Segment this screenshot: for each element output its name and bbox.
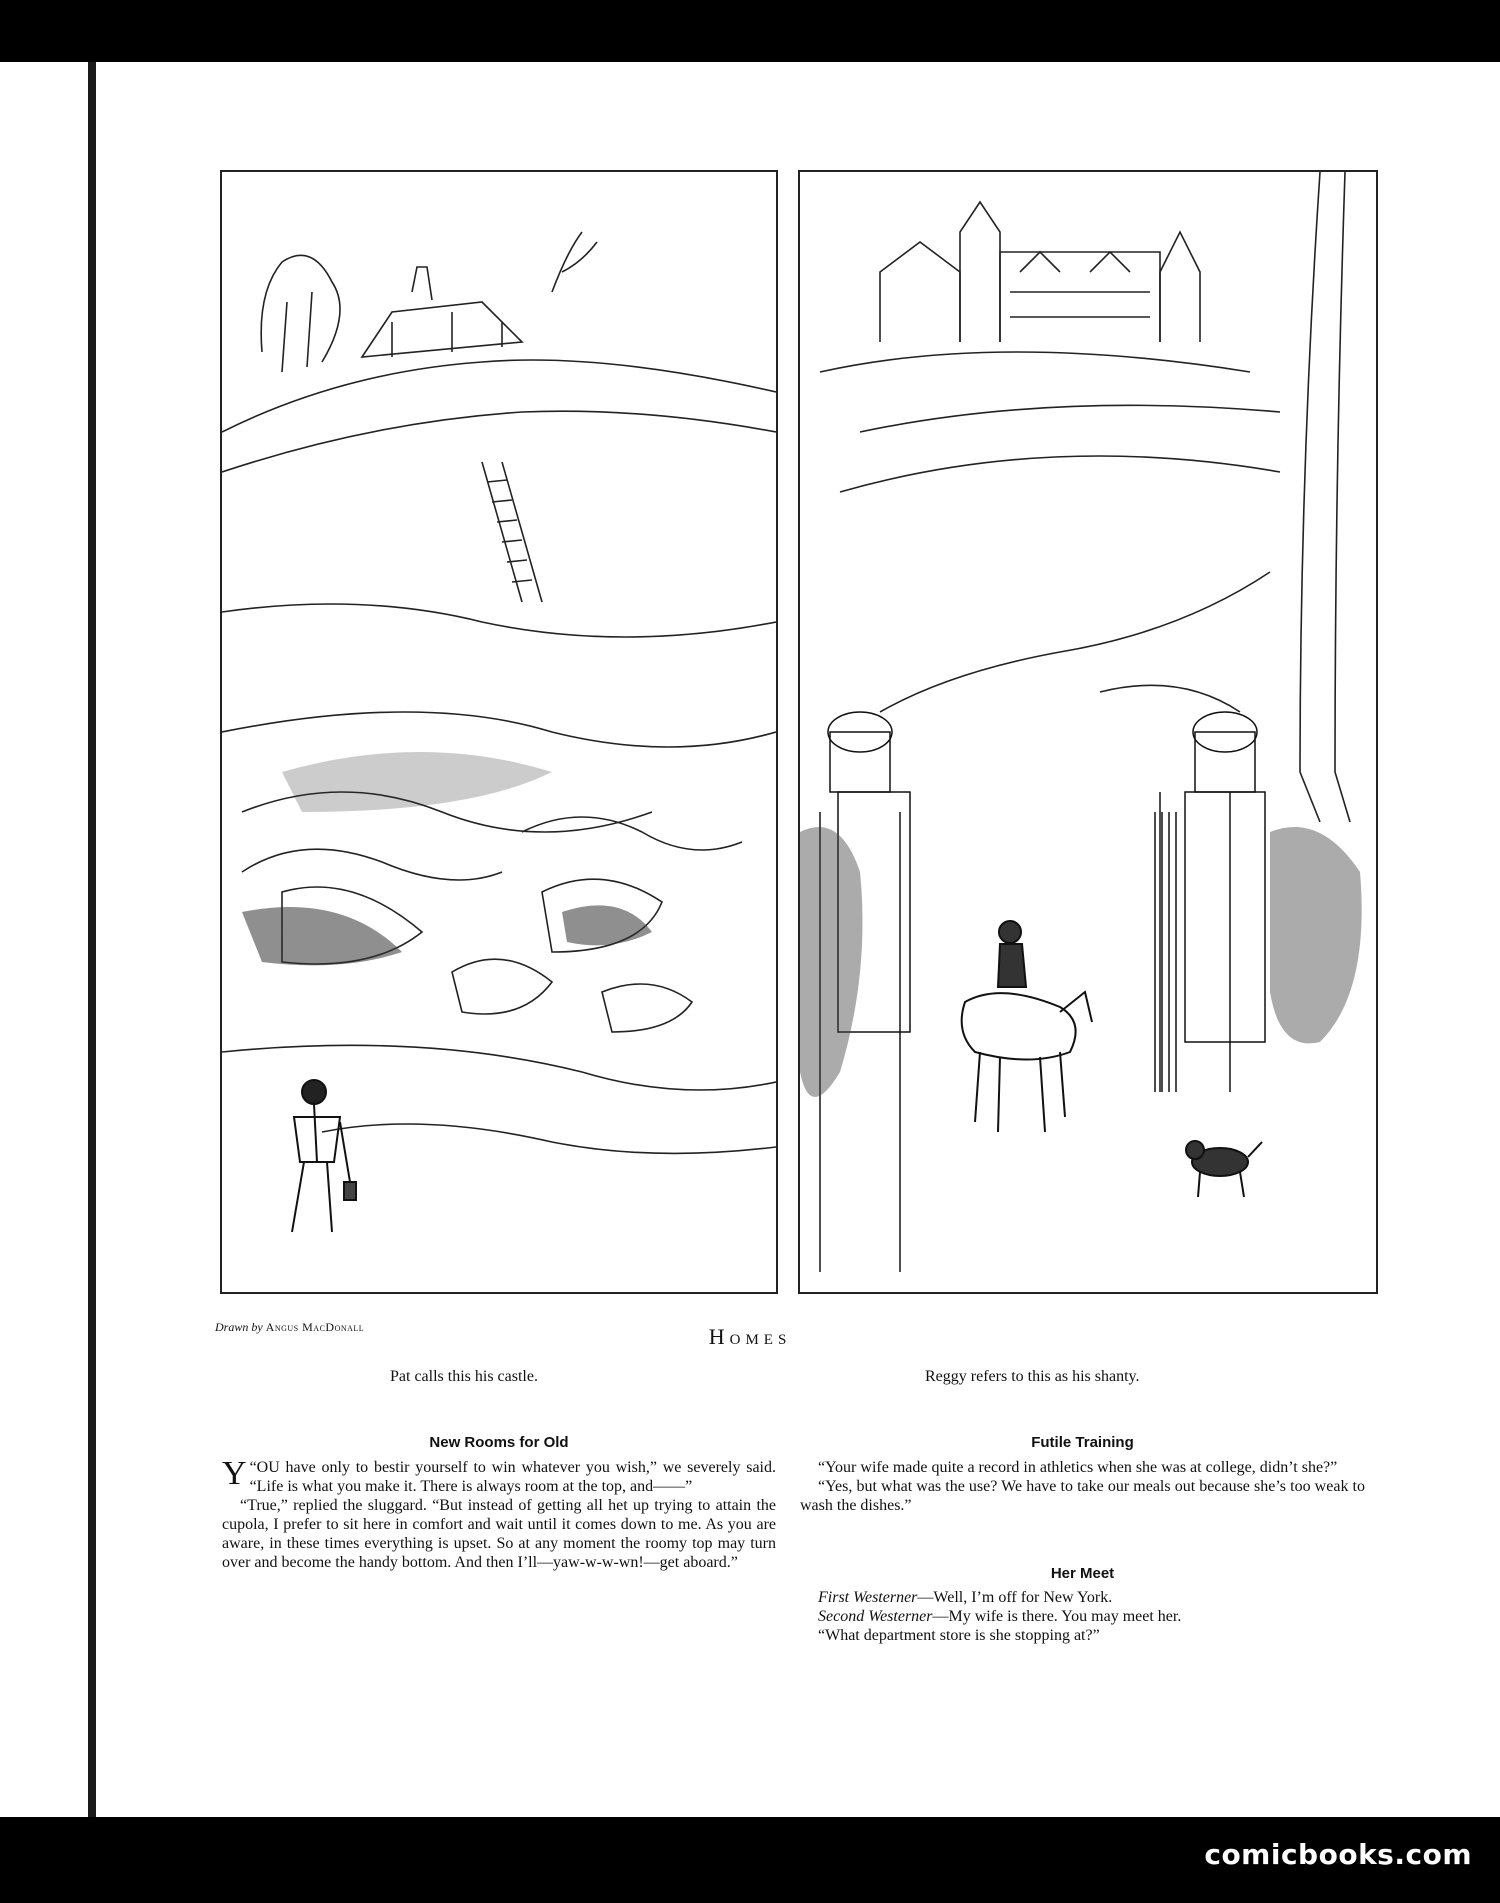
article-paragraph: “ Y OU have only to bestir yourself to win whatever you wish,” we severely said. “Life is what you make it. There is always room at the top, and——” [222, 1455, 776, 1495]
drop-cap: Y [222, 1455, 247, 1492]
rider-on-horse [962, 921, 1092, 1132]
cartoon-title: Homes [708, 1324, 792, 1349]
article-paragraph: “Yes, but what was the use? We have to take our meals out because she’s too weak to wash the dishes.” [800, 1478, 1365, 1514]
article-her-meet [800, 1588, 1365, 1645]
article-paragraph: “Your wife made quite a record in athletics when she was at college, didn’t she?” [818, 1459, 1338, 1476]
heading-her-meet: Her Meet [1050, 1565, 1115, 1582]
artist-credit: Drawn by Angus MacDonall [215, 1320, 365, 1334]
dog-figure [1186, 1141, 1262, 1197]
watermark: comicbooks.com [1204, 1838, 1472, 1871]
heading-new-rooms-for-old: New Rooms for Old [429, 1434, 569, 1451]
dialogue-line: First Westerner—Well, I’m off for New York. [818, 1589, 1113, 1606]
dialogue-line: “What department store is she stopping at?” [818, 1627, 1100, 1644]
article-futile-training [800, 1458, 1365, 1515]
heading-futile-training: Futile Training [1031, 1434, 1134, 1451]
illustration-panel-right [798, 170, 1378, 1294]
dialogue-line: Second Westerner—My wife is there. You may meet her. [818, 1608, 1182, 1625]
gate-pillars [828, 712, 1265, 1092]
magazine-page [0, 62, 1500, 1817]
article-new-rooms-for-old [222, 1455, 776, 1572]
binding-gutter [88, 62, 96, 1817]
caption-left: Pat calls this his castle. [390, 1368, 538, 1385]
mansion-drive-drawing [800, 172, 1376, 1292]
caption-right: Reggy refers to this as his shanty. [925, 1368, 1140, 1385]
walking-man-figure [292, 1080, 356, 1232]
article-paragraph: “True,” replied the sluggard. “But instead of getting all het up trying to attain the cupola, I prefer to sit here in comfort and wait until it comes down to me. As you are aware, in these times everything is upset. So at any moment the roomy top may turn over and become the handy bottom. And then I’ll—yaw-w-w-wn!—get aboard.” [222, 1497, 776, 1571]
illustration-panel-left [220, 170, 778, 1294]
shanty-hillside-drawing [222, 172, 776, 1292]
